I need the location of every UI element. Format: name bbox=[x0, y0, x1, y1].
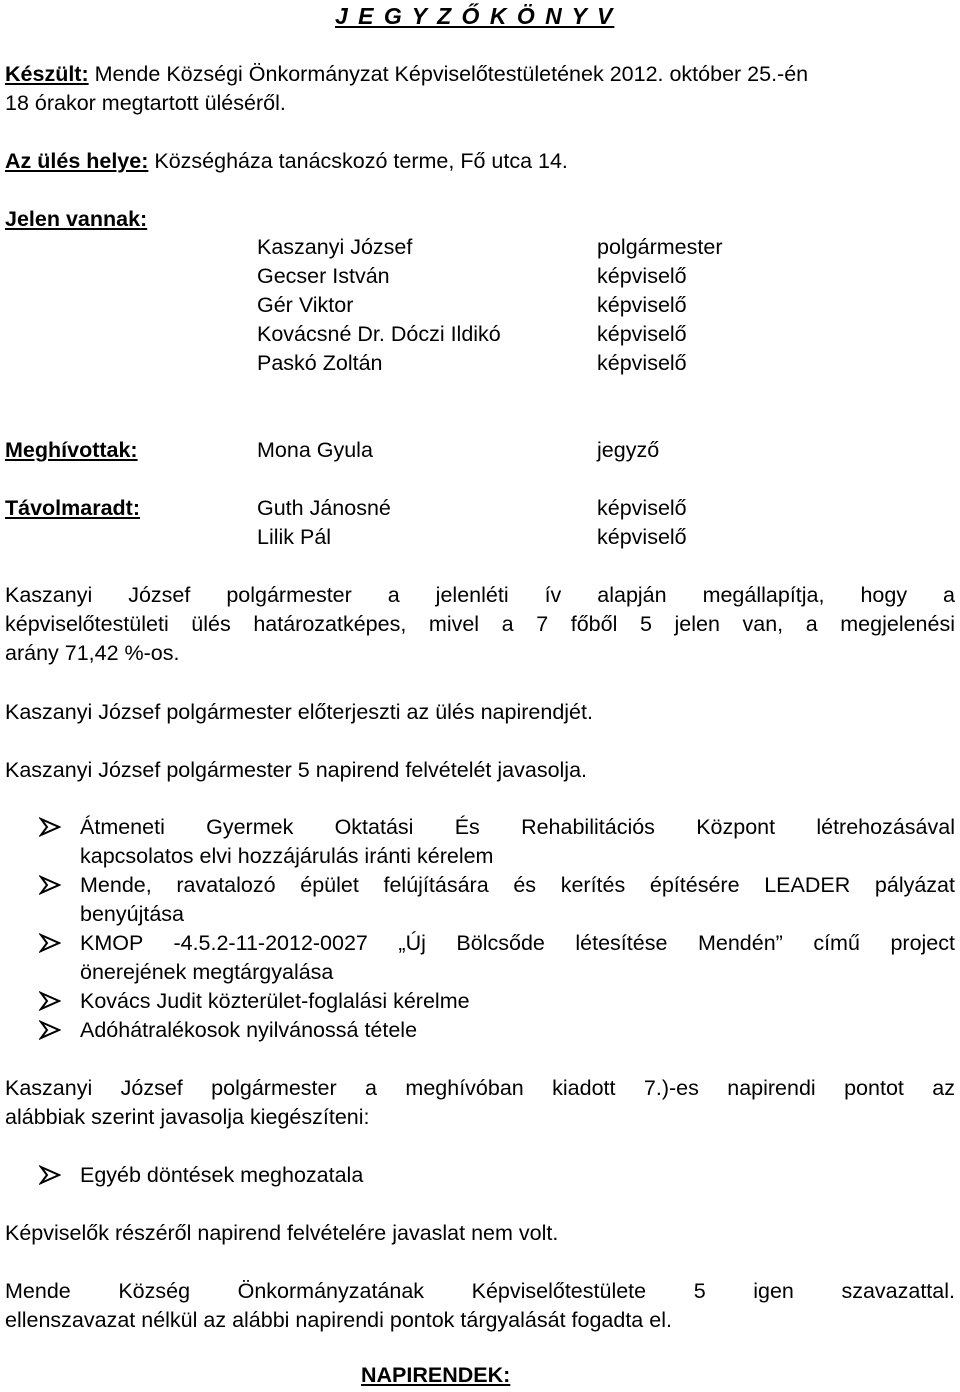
attendee-role: képviselő bbox=[597, 264, 687, 288]
agenda-item-text: kapcsolatos elvi hozzájárulás iránti kérelem bbox=[80, 844, 494, 868]
quorum-line: arány 71,42 %-os. bbox=[5, 641, 180, 665]
vote-line: Mende Község Önkormányzatának Képviselőtestülete 5 igen szavazattal. bbox=[5, 1279, 955, 1303]
arrow-bullet-icon bbox=[39, 987, 65, 1011]
attendee-name: Kovácsné Dr. Dóczi Ildikó bbox=[257, 322, 501, 346]
quorum-paragraph bbox=[5, 581, 955, 668]
arrow-bullet-icon bbox=[39, 1016, 65, 1040]
extra-agenda-list bbox=[5, 1161, 955, 1190]
meghivottak-row bbox=[5, 436, 955, 466]
arrow-bullet-icon bbox=[39, 929, 65, 953]
supplement-paragraph bbox=[5, 1074, 955, 1132]
keszult-line2: 18 órakor megtartott üléséről. bbox=[5, 91, 286, 115]
keszult-label: Készült: bbox=[5, 62, 89, 86]
supplement-line: Kaszanyi József polgármester a meghívóban kiadott 7.)-es napirendi pontot az bbox=[5, 1076, 955, 1100]
agenda-proposal: Kaszanyi József polgármester 5 napirend felvételét javasolja. bbox=[5, 758, 588, 782]
attendee-row bbox=[5, 262, 955, 292]
agenda-item-text: Kovács Judit közterület-foglalási kérelme bbox=[80, 989, 470, 1013]
attendee-role: képviselő bbox=[597, 322, 687, 346]
attendee-row bbox=[5, 349, 955, 379]
attendee-name: Gér Viktor bbox=[257, 293, 354, 317]
supplement-line: alábbiak szerint javasolja kiegészíteni: bbox=[5, 1105, 370, 1129]
agenda-item bbox=[5, 929, 955, 987]
agenda-item bbox=[5, 871, 955, 929]
agenda-item-text: önerejének megtárgyalása bbox=[80, 960, 334, 984]
helye-line bbox=[5, 147, 568, 176]
agenda-item bbox=[5, 1016, 955, 1045]
attendee-name: Paskó Zoltán bbox=[257, 351, 383, 375]
attendee-row bbox=[5, 233, 955, 263]
arrow-bullet-icon bbox=[39, 813, 65, 837]
helye-label: Az ülés helye: bbox=[5, 149, 149, 173]
absentee-role: képviselő bbox=[597, 525, 687, 549]
attendee-name: Gecser István bbox=[257, 264, 390, 288]
attendee-role: polgármester bbox=[597, 235, 723, 259]
arrow-bullet-icon bbox=[39, 871, 65, 895]
tavolmaradt-label: Távolmaradt: bbox=[5, 496, 141, 520]
vote-paragraph bbox=[5, 1277, 955, 1335]
invitee-name: Mona Gyula bbox=[257, 438, 373, 462]
agenda-list bbox=[5, 813, 955, 1045]
attendee-name: Kaszanyi József bbox=[257, 235, 413, 259]
absentee-name: Guth Jánosné bbox=[257, 496, 391, 520]
agenda-item-text: Adóhátralékosok nyilvánossá tétele bbox=[80, 1018, 418, 1042]
attendee-row bbox=[5, 291, 955, 321]
keszult-line1 bbox=[5, 60, 808, 89]
agenda-item bbox=[5, 813, 955, 871]
keszult-text: Mende Községi Önkormányzat Képviselőtestületének 2012. október 25.-én bbox=[94, 62, 809, 86]
agenda-item bbox=[5, 1161, 955, 1190]
attendee-role: képviselő bbox=[597, 293, 687, 317]
agenda-item-text: Mende, ravatalozó épület felújítására és kerítés építésére LEADER pályázat bbox=[80, 873, 955, 897]
agenda-heading: NAPIRENDEK: bbox=[361, 1363, 511, 1387]
attendee-role: képviselő bbox=[597, 351, 687, 375]
attendee-row bbox=[5, 320, 955, 350]
agenda-item-text: Egyéb döntések meghozatala bbox=[80, 1163, 364, 1187]
absentee-name: Lilik Pál bbox=[257, 525, 332, 549]
agenda-item-text: benyújtása bbox=[80, 902, 184, 926]
quorum-line: Kaszanyi József polgármester a jelenléti ív alapján megállapítja, hogy a bbox=[5, 583, 955, 607]
agenda-item bbox=[5, 987, 955, 1016]
meghivottak-label: Meghívottak: bbox=[5, 438, 138, 462]
agenda-intro: Kaszanyi József polgármester előterjeszti az ülés napirendjét. bbox=[5, 700, 593, 724]
arrow-bullet-icon bbox=[39, 1161, 65, 1185]
invitee-role: jegyző bbox=[597, 438, 660, 462]
quorum-line: képviselőtestületi ülés határozatképes, mivel a 7 főből 5 jelen van, a megjelenési bbox=[5, 612, 955, 636]
no-proposal-line: Képviselők részéről napirend felvételére javaslat nem volt. bbox=[5, 1221, 559, 1245]
jelen-label: Jelen vannak: bbox=[5, 207, 148, 231]
agenda-item-text: KMOP -4.5.2-11-2012-0027 „Új Bölcsőde létesítése Mendén” című project bbox=[80, 931, 955, 955]
vote-line: ellenszavazat nélkül az alábbi napirendi pontok tárgyalását fogadta el. bbox=[5, 1308, 672, 1332]
helye-text: Községháza tanácskozó terme, Fő utca 14. bbox=[154, 149, 568, 173]
absentee-role: képviselő bbox=[597, 496, 687, 520]
tavolmaradt-row bbox=[5, 523, 955, 553]
agenda-item-text: Átmeneti Gyermek Oktatási És Rehabilitációs Központ létrehozásával bbox=[80, 815, 955, 839]
document-title: J E G Y Z Ő K Ö N Y V bbox=[335, 3, 615, 29]
tavolmaradt-row bbox=[5, 494, 955, 524]
